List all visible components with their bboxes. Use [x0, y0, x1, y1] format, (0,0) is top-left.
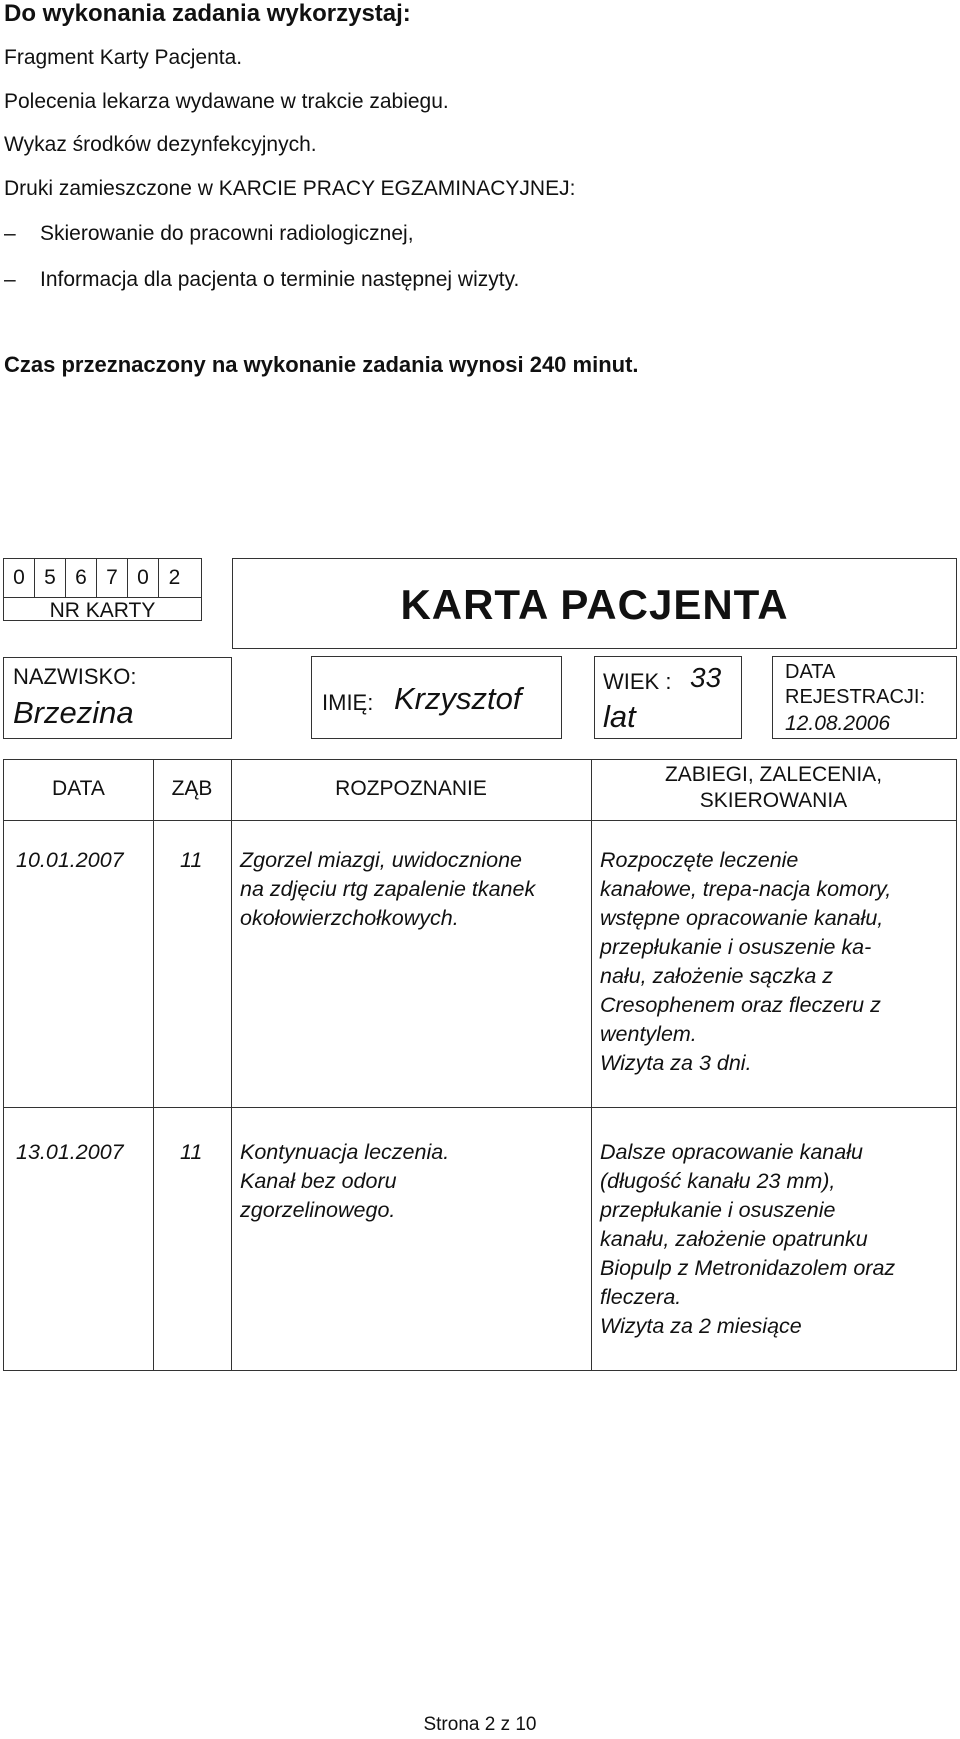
instruction-item: Wykaz środków dezynfekcyjnych. [4, 133, 317, 156]
procedure-line: wentylem. [600, 1022, 697, 1046]
treatment-table [3, 759, 957, 1371]
instructions-heading: Do wykonania zadania wykorzystaj: [4, 0, 411, 27]
age-label: WIEK : [603, 669, 672, 694]
procedure-line: Wizyta za 3 dni. [600, 1051, 752, 1075]
procedure-line: kanałowe, trepa-nacja komory, [600, 877, 892, 901]
procedure-line: nału, założenie sączka z [600, 964, 834, 988]
procedure-line: fleczera. [600, 1285, 682, 1309]
card-digit: 0 [128, 559, 159, 597]
procedure-line: kanału, założenie opatrunku [600, 1227, 868, 1251]
card-number-label: NR KARTY [49, 599, 156, 622]
row-tooth: 11 [180, 848, 203, 872]
procedure-line: Biopulp z Metronidazolem oraz [600, 1256, 896, 1280]
procedure-line: przepłukanie i osuszenie ka- [600, 935, 872, 959]
surname-value: Brzezina [13, 695, 134, 730]
procedure-line: przepłukanie i osuszenie [600, 1198, 836, 1222]
diagnosis-line: na zdjęciu rtg zapalenie tkanek [240, 877, 536, 901]
card-digit: 5 [35, 559, 66, 597]
card-digit: 7 [97, 559, 128, 597]
list-dash: – [4, 268, 16, 291]
page-number: Strona 2 z 10 [423, 1714, 537, 1735]
diagnosis-line: Kanał bez odoru [240, 1169, 397, 1193]
instruction-item: Fragment Karty Pacjenta. [4, 46, 243, 69]
procedure-line: Rozpoczęte leczenie [600, 848, 799, 872]
name-value: Krzysztof [394, 681, 522, 716]
registration-label: REJESTRACJI: [785, 686, 926, 708]
card-title-box [232, 558, 957, 649]
row-date: 10.01.2007 [16, 848, 124, 872]
row-procedures [600, 846, 891, 1078]
card-number-box [3, 558, 202, 621]
procedure-line: Cresophenem oraz fleczeru z [600, 993, 881, 1017]
card-digit: 0 [4, 559, 35, 597]
row-diagnosis [240, 1138, 449, 1225]
diagnosis-line: zgorzelinowego. [240, 1198, 396, 1222]
procedure-line: wstępne opracowanie kanału, [600, 906, 884, 930]
procedure-line: Dalsze opracowanie kanału [600, 1140, 863, 1164]
sub-item: Informacja dla pacjenta o terminie następnej wizyty. [40, 268, 520, 291]
instruction-item: Druki zamieszczone w KARCIE PRACY EGZAMINACYJNEJ: [4, 177, 576, 200]
card-digit: 2 [168, 566, 181, 589]
header-procedures: SKIEROWANIA [699, 789, 848, 812]
row-tooth: 11 [180, 1140, 203, 1164]
header-date: DATA [52, 777, 105, 800]
procedure-line: Wizyta za 2 miesiące [600, 1314, 802, 1338]
header-procedures: ZABIEGI, ZALECENIA, [664, 763, 883, 786]
diagnosis-line: Zgorzel miazgi, uwidocznione [240, 848, 523, 872]
row-diagnosis [240, 846, 535, 933]
registration-date: 12.08.2006 [785, 712, 891, 735]
age-unit: lat [603, 699, 636, 734]
header-tooth: ZĄB [171, 777, 213, 800]
row-procedures [600, 1138, 895, 1341]
age-box [594, 656, 742, 739]
diagnosis-line: Kontynuacja leczenia. [240, 1140, 450, 1164]
surname-label: NAZWISKO: [13, 664, 137, 689]
name-box [311, 656, 562, 739]
registration-box [772, 656, 957, 739]
diagnosis-line: okołowierzchołkowych. [240, 906, 459, 930]
card-digit: 6 [66, 559, 97, 597]
age-value: 33 [690, 662, 722, 693]
row-date: 13.01.2007 [16, 1140, 124, 1164]
procedure-line: (długość kanału 23 mm), [600, 1169, 836, 1193]
registration-label: DATA [785, 661, 836, 683]
instruction-item: Polecenia lekarza wydawane w trakcie zabiegu. [4, 90, 449, 113]
surname-box [3, 657, 232, 739]
name-label: IMIĘ: [322, 690, 374, 715]
card-title: KARTA PACJENTA [400, 581, 789, 628]
header-diagnosis: ROZPOZNANIE [335, 777, 487, 800]
list-dash: – [4, 222, 16, 245]
time-note: Czas przeznaczony na wykonanie zadania wynosi 240 minut. [4, 352, 639, 377]
sub-item: Skierowanie do pracowni radiologicznej, [40, 222, 414, 245]
